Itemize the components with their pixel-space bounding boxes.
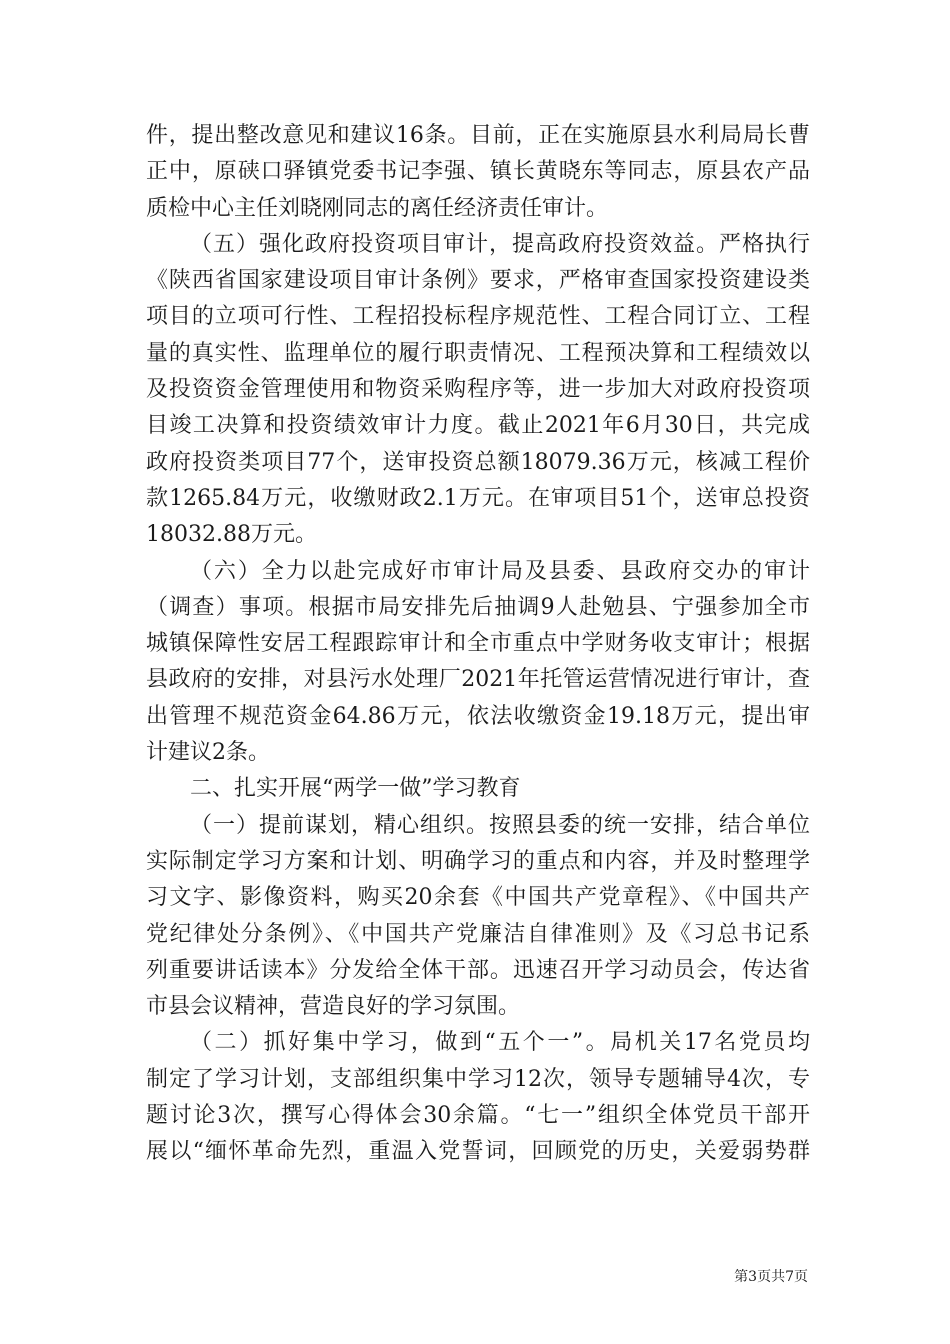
text-line: 目竣工决算和投资绩效审计力度。截止2021年6月30日，共完成 [146,413,810,439]
text-line: 展以“缅怀革命先烈，重温入党誓词，回顾党的历史，关爱弱势群 [146,1139,810,1165]
page-number: 第3页共7页 [734,1269,808,1285]
text-line: 制定了学习计划，支部组织集中学习12次，领导专题辅导4次，专 [146,1066,810,1092]
text-line: 款1265.84万元，收缴财政2.1万元。在审项目51个，送审总投资 [146,485,810,511]
text-line: 市县会议精神，营造良好的学习氛围。 [146,994,521,1020]
text-line: （调查）事项。根据市局安排先后抽调9人赴勉县、宁强参加全市 [146,594,810,620]
text-line: 习文字、影像资料，购买20余套《中国共产党章程》、《中国共产 [146,885,810,911]
text-line: 件，提出整改意见和建议16条。目前，正在实施原县水利局局长曹 [146,123,810,148]
text-line: 党纪律处分条例》、《中国共产党廉洁自律准则》及《习总书记系 [146,921,810,947]
text-line: 实际制定学习方案和计划、明确学习的重点和内容，并及时整理学 [146,848,810,874]
text-line: 县政府的安排，对县污水处理厂2021年托管运营情况进行审计，查 [146,667,810,693]
text-line: 及投资资金管理使用和物资采购程序等，进一步加大对政府投资项 [146,377,810,403]
text-line: 量的真实性、监理单位的履行职责情况、工程预决算和工程绩效以 [146,340,810,366]
text-line: （二）抓好集中学习，做到“五个一”。局机关17名党员均 [190,1030,810,1056]
text-line: 质检中心主任刘晓刚同志的离任经济责任审计。 [146,195,609,221]
text-line: 18032.88万元。 [146,522,317,548]
text-line: 项目的立项可行性、工程招投标程序规范性、工程合同订立、工程 [146,304,810,330]
text-line: 计建议2条。 [146,740,270,766]
text-line: （五）强化政府投资项目审计，提高政府投资效益。严格执行 [190,231,810,257]
text-line: 政府投资类项目77个，送审投资总额18079.36万元，核减工程价 [146,449,810,475]
text-line: 正中，原硖口驿镇党委书记李强、镇长黄晓东等同志，原县农产品 [146,159,810,185]
text-line: （六）全力以赴完成好市审计局及县委、县政府交办的审计 [190,558,810,584]
text-line: 列重要讲话读本》分发给全体干部。迅速召开学习动员会，传达省 [146,957,810,983]
text-line: 二、扎实开展“两学一做”学习教育 [190,776,521,802]
text-line: （一）提前谋划，精心组织。按照县委的统一安排，结合单位 [190,812,810,838]
text-line: 题讨论3次，撰写心得体会30余篇。“七一”组织全体党员干部开 [146,1103,810,1129]
text-line: 《陕西省国家建设项目审计条例》要求，严格审查国家投资建设类 [146,268,810,294]
text-line: 城镇保障性安居工程跟踪审计和全市重点中学财务收支审计；根据 [146,631,810,657]
document-body [146,118,810,1171]
text-line: 出管理不规范资金64.86万元，依法收缴资金19.18万元，提出审 [146,703,810,729]
